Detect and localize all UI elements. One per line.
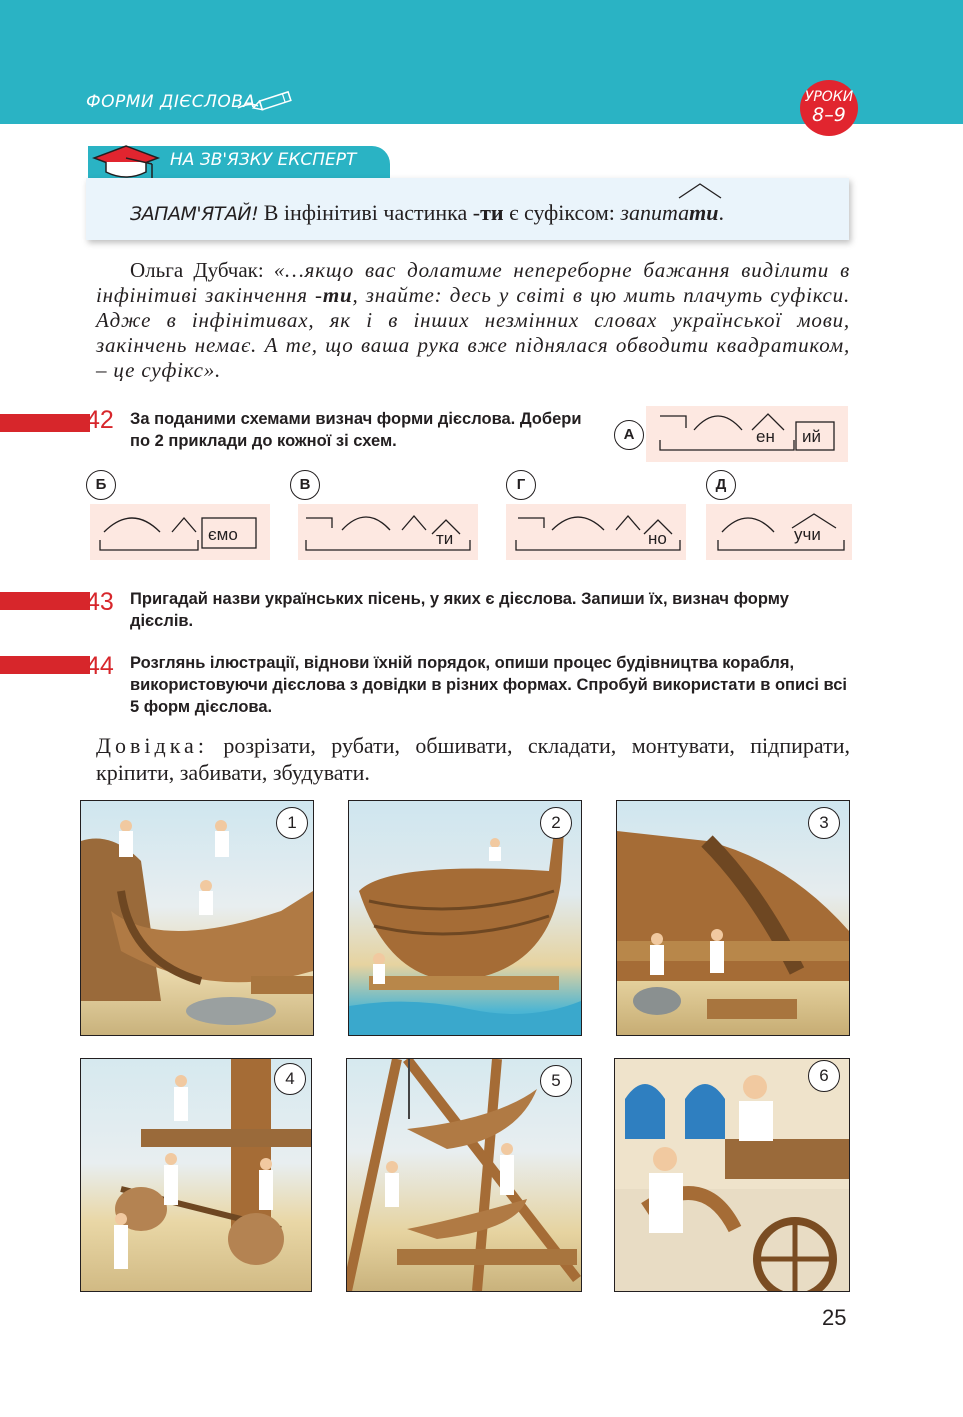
- section-title: ФОРМИ ДІЄСЛОВА: [86, 92, 256, 112]
- carpentry-workshop-image: [615, 1059, 849, 1291]
- scheme-ending: ий: [802, 427, 821, 446]
- scheme-letter: А: [614, 420, 644, 450]
- illustration-number: 1: [276, 807, 308, 839]
- scheme-suffix: ти: [436, 529, 454, 548]
- reference-label: Довідка:: [96, 733, 208, 758]
- scheme-suffix: учи: [794, 525, 821, 544]
- scheme-a: [646, 406, 848, 462]
- scheme-letter: Б: [86, 470, 116, 500]
- suffix-mark: ти: [689, 200, 719, 225]
- scheme-v: [298, 504, 478, 560]
- quote-author: Ольга Дубчак:: [130, 258, 274, 282]
- illustration-number: 6: [808, 1060, 840, 1092]
- scheme-d: [706, 504, 852, 560]
- scheme-b: [90, 504, 270, 560]
- illustration-number: 4: [274, 1063, 306, 1095]
- expert-tab-label: НА ЗВ'ЯЗКУ ЕКСПЕРТ: [170, 150, 357, 170]
- ship-hull-frame-image: [81, 801, 313, 1035]
- suffix-arc-icon: [677, 182, 723, 200]
- lesson-badge-label: УРОКИ: [804, 89, 854, 105]
- lesson-badge: [800, 80, 858, 136]
- illustration-frame: [614, 1058, 850, 1292]
- scheme-letter: Г: [506, 470, 536, 500]
- page-number: 25: [822, 1305, 847, 1330]
- exercise-number: 42: [86, 406, 114, 434]
- exercise-number: 43: [86, 588, 114, 616]
- exercise-text: Розглянь ілюстрації, віднови їхній порядок, опиши процес будівництва корабля, використовуючи дієслова з довідки в різних формах. Спробуй використати в описі всі 5 форм дієслова.: [130, 654, 848, 716]
- lesson-badge-number: 8–9: [812, 104, 846, 126]
- exercise-marker: [0, 656, 90, 674]
- remember-label: ЗАПАМ'ЯТАЙ!: [130, 203, 259, 225]
- pencil-icon: [236, 88, 296, 114]
- scheme-ending: ємо: [208, 525, 238, 544]
- scheme-letter: В: [290, 470, 320, 500]
- illustration-number: 5: [540, 1065, 572, 1097]
- scheme-suffix: ен: [756, 427, 775, 446]
- reference-list: Довідка: розрізати, рубати, обшивати, складати, монтувати, підпирати, кріпити, забивати, збудувати.: [96, 733, 850, 785]
- exercise-number: 44: [86, 652, 114, 680]
- rule-text: ЗАПАМ'ЯТАЙ! В інфінітиві частинка -ти є суфіксом: запитати .: [130, 200, 724, 226]
- illustration-frame: [80, 800, 314, 1036]
- illustration-frame: [80, 1058, 312, 1292]
- exercise-marker: [0, 592, 90, 610]
- exercise-text: За поданими схемами визнач форми дієслова. Добери по 2 приклади до кожної зі схем.: [130, 410, 582, 450]
- illustration-number: 2: [540, 807, 572, 839]
- quote-paragraph: Ольга Дубчак: «…якщо вас долатиме непереборне бажання виділити в інфінітиві закінчення -ти, знайте: десь у світі в цю мить плачуть суфікси. Адже в інфінітивах, як і в інших незмінних словах української мови, закінчень немає. А те, що ваша рука вже піднялася обводити квадратиком, – це суфікс».: [96, 258, 850, 382]
- scheme-g: [506, 504, 686, 560]
- illustration-number: 3: [808, 807, 840, 839]
- exercise-marker: [0, 414, 90, 432]
- sawing-logs-image: [81, 1059, 311, 1291]
- scheme-letter: Д: [706, 470, 736, 500]
- exercise-text: Пригадай назви українських пісень, у яких є дієслова. Запиши їх, визнач форму дієслів.: [130, 590, 789, 630]
- scheme-suffix: но: [648, 529, 667, 548]
